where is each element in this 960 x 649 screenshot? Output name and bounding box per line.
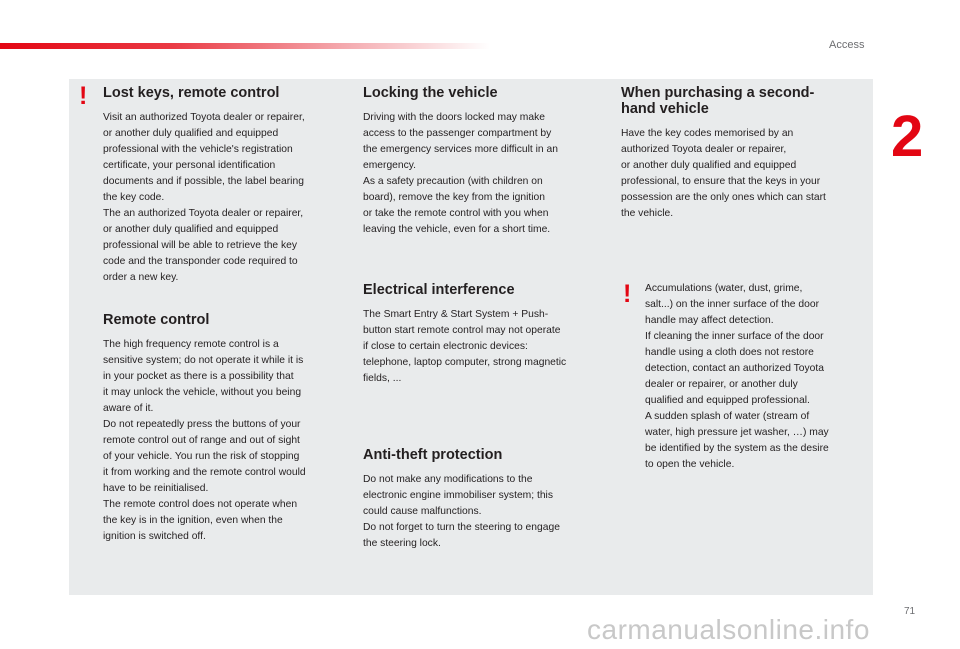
- remote-control-section: [103, 312, 343, 545]
- locking-text: Driving with the doors locked may make access to the passenger compartment by the emergency services more difficult in an emergency. As a safety precaution (with children on board), remove the key from the ignition or take the remote control with you when leaving the vehicle, even for a short time.: [363, 112, 558, 235]
- section-title: Access: [829, 39, 865, 51]
- warning-icon: !: [623, 280, 632, 308]
- second-hand-section: [621, 85, 863, 222]
- second-hand-text: Have the key codes memorised by an authorized Toyota dealer or repairer, or another duly qualified and equipped professional, to ensure that the keys in your possession are the only ones which can start the vehicle.: [621, 128, 826, 219]
- antitheft-heading: Anti-theft protection: [363, 447, 503, 463]
- locking-heading: Locking the vehicle: [363, 85, 498, 101]
- watermark: carmanualsonline.info: [587, 614, 870, 645]
- antitheft-text: Do not make any modifications to the electronic engine immobiliser system; this could cause malfunctions. Do not forget to turn the steering to engage the steering lock.: [363, 474, 560, 549]
- interference-heading: Electrical interference: [363, 282, 515, 298]
- interference-section: [363, 282, 605, 387]
- accumulations-note: [645, 281, 867, 473]
- antitheft-section: [363, 447, 605, 552]
- warning-icon: !: [79, 82, 88, 110]
- remote-control-text: The high frequency remote control is a sensitive system; do not operate it while it is in your pocket as there is a possibility that it may unlock the vehicle, without you being aware of it. Do not repeatedly press the buttons of your remote control out of range and out of sight of your vehicle. You run the risk of stopping it from working and the remote control would have to be reinitialised. The remote control does not operate when the key is in the ignition, even when the ignition is switched off.: [103, 339, 306, 542]
- chapter-number: 2: [891, 104, 924, 169]
- remote-control-heading: Remote control: [103, 312, 210, 328]
- header-accent-bar: [0, 43, 490, 49]
- lost-keys-heading: Lost keys, remote control: [103, 85, 280, 101]
- lost-keys-text: Visit an authorized Toyota dealer or repairer, or another duly qualified and equipped professional with the vehicle's registration certificate, your personal identification documents and if possible, the label bearing the key code. The an authorized Toyota dealer or repairer, or another duly qualified and equipped professional will be able to retrieve the key code and the transponder code required to order a new key.: [103, 112, 305, 283]
- second-hand-heading: When purchasing a second- hand vehicle: [621, 85, 815, 117]
- accumulations-text: Accumulations (water, dust, grime, salt...) on the inner surface of the door handle may affect detection. If cleaning the inner surface of the door handle using a cloth does not restore detection, contact an authorized Toyota dealer or repairer, or another duly qualified and equipped professional. A sudden splash of water (stream of water, high pressure jet washer, …) may be identified by the system as the desire to open the vehicle.: [645, 283, 829, 470]
- page-number: 71: [904, 606, 916, 617]
- lost-keys-section: [103, 85, 343, 286]
- interference-text: The Smart Entry & Start System + Push- button start remote control may not operate if close to certain electronic devices: telephone, laptop computer, strong magnetic fields, ...: [363, 309, 567, 384]
- locking-section: [363, 85, 605, 238]
